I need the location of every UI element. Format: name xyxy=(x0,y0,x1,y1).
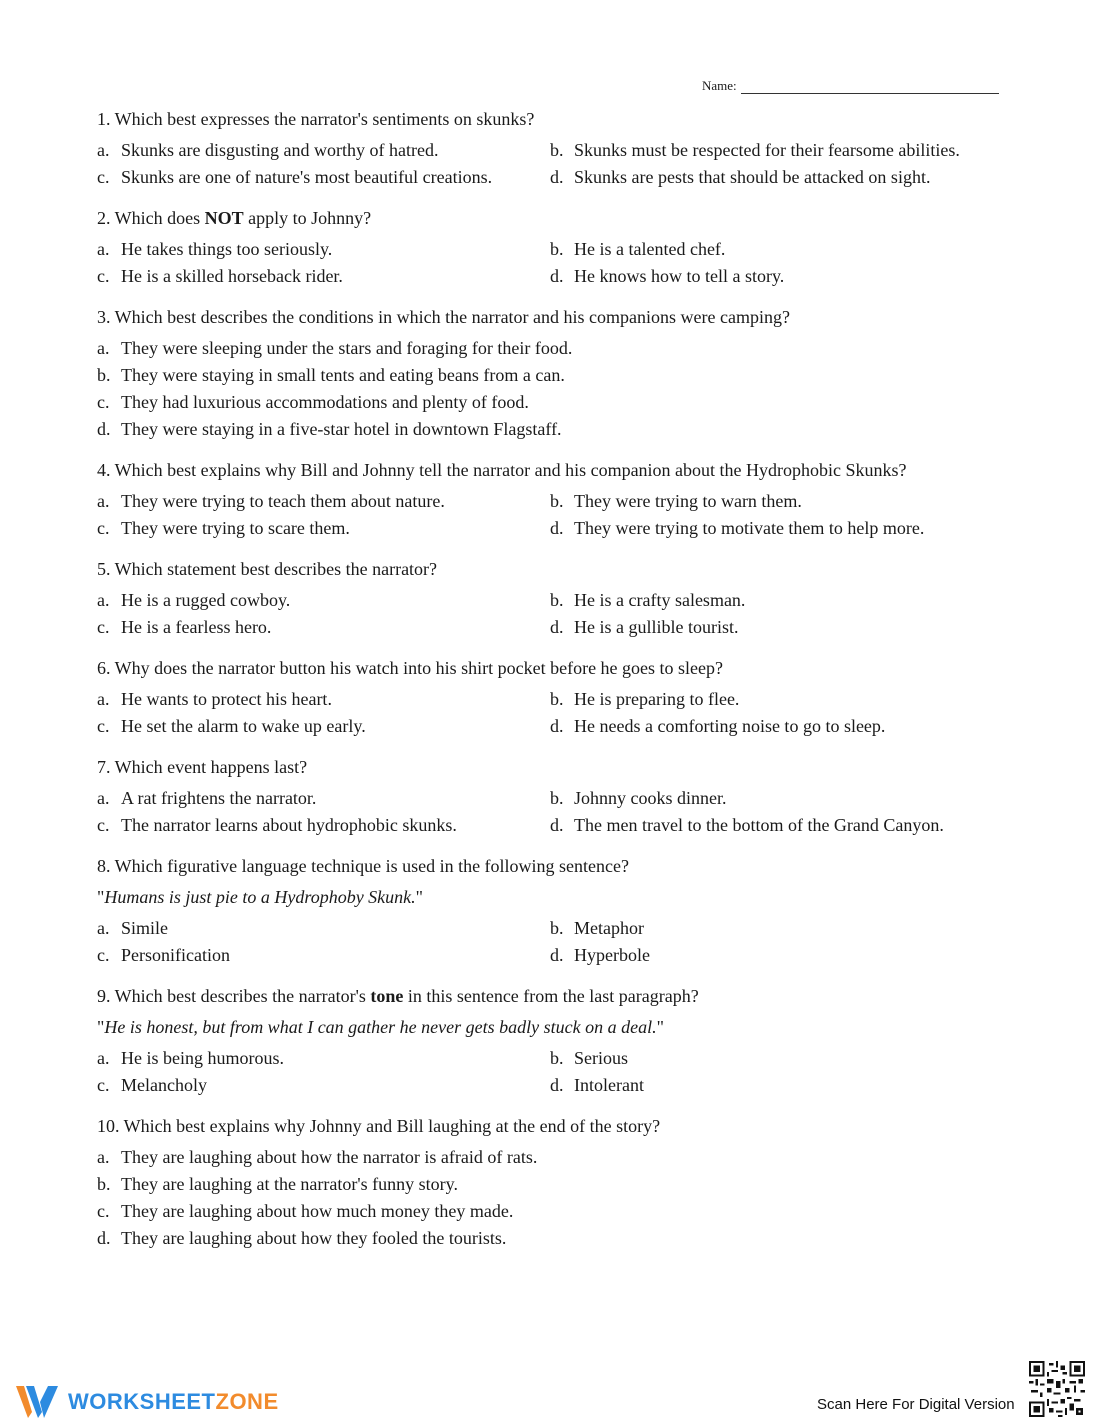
answer-options xyxy=(97,488,1017,542)
option-letter: a. xyxy=(97,689,110,709)
answer-option[interactable] xyxy=(550,587,1020,614)
option-text: Personification xyxy=(121,945,230,965)
option-letter: c. xyxy=(97,1201,110,1221)
answer-option[interactable] xyxy=(97,164,550,191)
option-letter: b. xyxy=(97,1174,111,1194)
question-6 xyxy=(97,655,1017,740)
question-3 xyxy=(97,304,1017,443)
answer-option[interactable] xyxy=(550,686,1020,713)
option-text: They are laughing about how the narrator is afraid of rats. xyxy=(121,1147,538,1167)
question-4 xyxy=(97,457,1017,542)
option-text: He knows how to tell a story. xyxy=(574,266,785,286)
answer-option[interactable] xyxy=(97,785,550,812)
answer-option[interactable] xyxy=(97,1171,1017,1198)
question-quote: "Humans is just pie to a Hydrophoby Skunk." xyxy=(97,887,424,907)
answer-option[interactable] xyxy=(97,1144,1017,1171)
option-letter: a. xyxy=(97,1048,110,1068)
option-letter: d. xyxy=(550,617,564,637)
option-text: They were staying in small tents and eating beans from a can. xyxy=(121,365,565,385)
option-letter: d. xyxy=(550,518,564,538)
option-text: They were trying to warn them. xyxy=(574,491,802,511)
question-list xyxy=(97,106,1017,1266)
question-stem: 2. Which does NOT apply to Johnny? xyxy=(97,208,372,228)
option-letter: b. xyxy=(550,491,564,511)
option-text: Simile xyxy=(121,918,169,938)
option-letter: b. xyxy=(550,918,564,938)
option-text: He is a rugged cowboy. xyxy=(121,590,291,610)
option-letter: c. xyxy=(97,266,110,286)
answer-options xyxy=(97,915,1017,969)
answer-options xyxy=(97,236,1017,290)
answer-option[interactable] xyxy=(97,362,1017,389)
question-stem: 10. Which best explains why Johnny and Bill laughing at the end of the story? xyxy=(97,1116,661,1136)
qr-code-icon[interactable] xyxy=(1029,1361,1085,1417)
answer-option[interactable] xyxy=(97,515,550,542)
question-2 xyxy=(97,205,1017,290)
option-letter: b. xyxy=(97,365,111,385)
answer-option[interactable] xyxy=(97,236,550,263)
answer-option[interactable] xyxy=(550,236,1020,263)
answer-option[interactable] xyxy=(550,713,1020,740)
option-letter: c. xyxy=(97,392,110,412)
option-letter: b. xyxy=(550,140,564,160)
option-text: They are laughing about how they fooled the tourists. xyxy=(121,1228,507,1248)
answer-option[interactable] xyxy=(97,263,550,290)
question-stem: 5. Which statement best describes the narrator? xyxy=(97,559,438,579)
question-10 xyxy=(97,1113,1017,1252)
option-letter: a. xyxy=(97,1147,110,1167)
option-text: He is a gullible tourist. xyxy=(574,617,739,637)
answer-option[interactable] xyxy=(550,785,1020,812)
answer-option[interactable] xyxy=(550,812,1020,839)
option-text: He is a fearless hero. xyxy=(121,617,272,637)
answer-options xyxy=(97,587,1017,641)
option-letter: c. xyxy=(97,167,110,187)
option-letter: d. xyxy=(550,1075,564,1095)
question-stem: 4. Which best explains why Bill and Johnny tell the narrator and his companion about the Hydrophobic Skunks? xyxy=(97,460,907,480)
option-text: Skunks are disgusting and worthy of hatred. xyxy=(121,140,439,160)
option-text: The narrator learns about hydrophobic skunks. xyxy=(121,815,457,835)
answer-option[interactable] xyxy=(550,137,1020,164)
option-text: He takes things too seriously. xyxy=(121,239,333,259)
option-letter: c. xyxy=(97,815,110,835)
option-text: He set the alarm to wake up early. xyxy=(121,716,366,736)
option-text: Johnny cooks dinner. xyxy=(574,788,727,808)
answer-option[interactable] xyxy=(97,1072,550,1099)
worksheetzone-w-icon xyxy=(14,1382,62,1422)
question-8 xyxy=(97,853,1017,969)
answer-option[interactable] xyxy=(550,263,1020,290)
answer-option[interactable] xyxy=(97,137,550,164)
option-text: He is preparing to flee. xyxy=(574,689,740,709)
option-letter: d. xyxy=(550,945,564,965)
option-letter: b. xyxy=(550,239,564,259)
option-letter: b. xyxy=(550,788,564,808)
option-text: They were staying in a five-star hotel in downtown Flagstaff. xyxy=(121,419,562,439)
answer-option[interactable] xyxy=(97,713,550,740)
answer-option[interactable] xyxy=(97,389,1017,416)
answer-option[interactable] xyxy=(97,812,550,839)
answer-option[interactable] xyxy=(550,915,1020,942)
answer-options xyxy=(97,686,1017,740)
option-letter: c. xyxy=(97,518,110,538)
option-letter: d. xyxy=(550,716,564,736)
option-letter: c. xyxy=(97,945,110,965)
option-letter: a. xyxy=(97,239,110,259)
answer-option[interactable] xyxy=(550,942,1020,969)
answer-option[interactable] xyxy=(97,1045,550,1072)
answer-option[interactable] xyxy=(550,1072,1020,1099)
answer-option[interactable] xyxy=(550,614,1020,641)
option-text: He needs a comforting noise to go to sleep. xyxy=(574,716,886,736)
answer-option[interactable] xyxy=(97,942,550,969)
option-letter: a. xyxy=(97,491,110,511)
answer-option[interactable] xyxy=(550,164,1020,191)
option-text: Hyperbole xyxy=(574,945,650,965)
option-text: He wants to protect his heart. xyxy=(121,689,332,709)
answer-option[interactable] xyxy=(97,1198,1017,1225)
option-text: Melancholy xyxy=(121,1075,207,1095)
option-text: He is a crafty salesman. xyxy=(574,590,746,610)
option-text: Skunks must be respected for their fearsome abilities. xyxy=(574,140,960,160)
answer-option[interactable] xyxy=(97,614,550,641)
question-7 xyxy=(97,754,1017,839)
option-text: A rat frightens the narrator. xyxy=(121,788,317,808)
option-text: Metaphor xyxy=(574,918,644,938)
option-text: He is a talented chef. xyxy=(574,239,726,259)
option-text: They were trying to scare them. xyxy=(121,518,350,538)
name-field[interactable] xyxy=(702,78,999,94)
answer-option[interactable] xyxy=(97,335,1017,362)
answer-option[interactable] xyxy=(97,915,550,942)
answer-options xyxy=(97,785,1017,839)
question-stem: 1. Which best expresses the narrator's sentiments on skunks? xyxy=(97,109,535,129)
answer-option[interactable] xyxy=(550,1045,1020,1072)
answer-option[interactable] xyxy=(97,488,550,515)
option-letter: d. xyxy=(97,1228,111,1248)
option-letter: d. xyxy=(550,815,564,835)
option-letter: a. xyxy=(97,140,110,160)
question-stem: 3. Which best describes the conditions in which the narrator and his companions were camping? xyxy=(97,307,790,327)
option-letter: c. xyxy=(97,617,110,637)
option-text: They were trying to motivate them to help more. xyxy=(574,518,925,538)
question-quote: "He is honest, but from what I can gather he never gets badly stuck on a deal." xyxy=(97,1017,664,1037)
worksheetzone-wordmark: WORKSHEETZONE xyxy=(68,1389,279,1414)
answer-option[interactable] xyxy=(97,1225,1017,1252)
question-stem: 7. Which event happens last? xyxy=(97,757,308,777)
worksheetzone-logo xyxy=(14,1382,279,1422)
option-text: They were sleeping under the stars and foraging for their food. xyxy=(121,338,573,358)
option-letter: a. xyxy=(97,338,110,358)
option-text: He is a skilled horseback rider. xyxy=(121,266,343,286)
option-letter: a. xyxy=(97,788,110,808)
option-text: Skunks are one of nature's most beautiful creations. xyxy=(121,167,493,187)
option-text: They had luxurious accommodations and plenty of food. xyxy=(121,392,529,412)
question-stem: 6. Why does the narrator button his watch into his shirt pocket before he goes to sleep? xyxy=(97,658,724,678)
option-letter: d. xyxy=(550,266,564,286)
answer-options xyxy=(97,1045,1017,1099)
name-label: Name: xyxy=(702,78,737,93)
question-9 xyxy=(97,983,1017,1099)
option-text: They are laughing about how much money they made. xyxy=(121,1201,514,1221)
answer-options xyxy=(97,1144,1017,1252)
answer-option[interactable] xyxy=(550,515,1020,542)
question-5 xyxy=(97,556,1017,641)
option-letter: b. xyxy=(550,1048,564,1068)
option-letter: a. xyxy=(97,590,110,610)
answer-options xyxy=(97,335,1017,443)
answer-option[interactable] xyxy=(97,686,550,713)
option-letter: b. xyxy=(550,689,564,709)
option-letter: c. xyxy=(97,1075,110,1095)
question-stem: 8. Which figurative language technique is used in the following sentence? xyxy=(97,856,630,876)
option-text: Skunks are pests that should be attacked on sight. xyxy=(574,167,931,187)
option-text: Intolerant xyxy=(574,1075,644,1095)
question-1 xyxy=(97,106,1017,191)
option-text: The men travel to the bottom of the Grand Canyon. xyxy=(574,815,944,835)
option-letter: c. xyxy=(97,716,110,736)
option-letter: a. xyxy=(97,918,110,938)
option-text: He is being humorous. xyxy=(121,1048,284,1068)
question-stem: 9. Which best describes the narrator's tone in this sentence from the last paragraph? xyxy=(97,986,699,1006)
answer-option[interactable] xyxy=(97,416,1017,443)
name-blank-line[interactable] xyxy=(741,79,999,94)
option-text: They were trying to teach them about nature. xyxy=(121,491,445,511)
option-letter: d. xyxy=(550,167,564,187)
answer-options xyxy=(97,137,1017,191)
option-text: Serious xyxy=(574,1048,628,1068)
option-letter: b. xyxy=(550,590,564,610)
option-letter: d. xyxy=(97,419,111,439)
answer-option[interactable] xyxy=(97,587,550,614)
answer-option[interactable] xyxy=(550,488,1020,515)
option-text: They are laughing at the narrator's funny story. xyxy=(121,1174,458,1194)
scan-caption: Scan Here For Digital Version xyxy=(817,1396,1015,1413)
